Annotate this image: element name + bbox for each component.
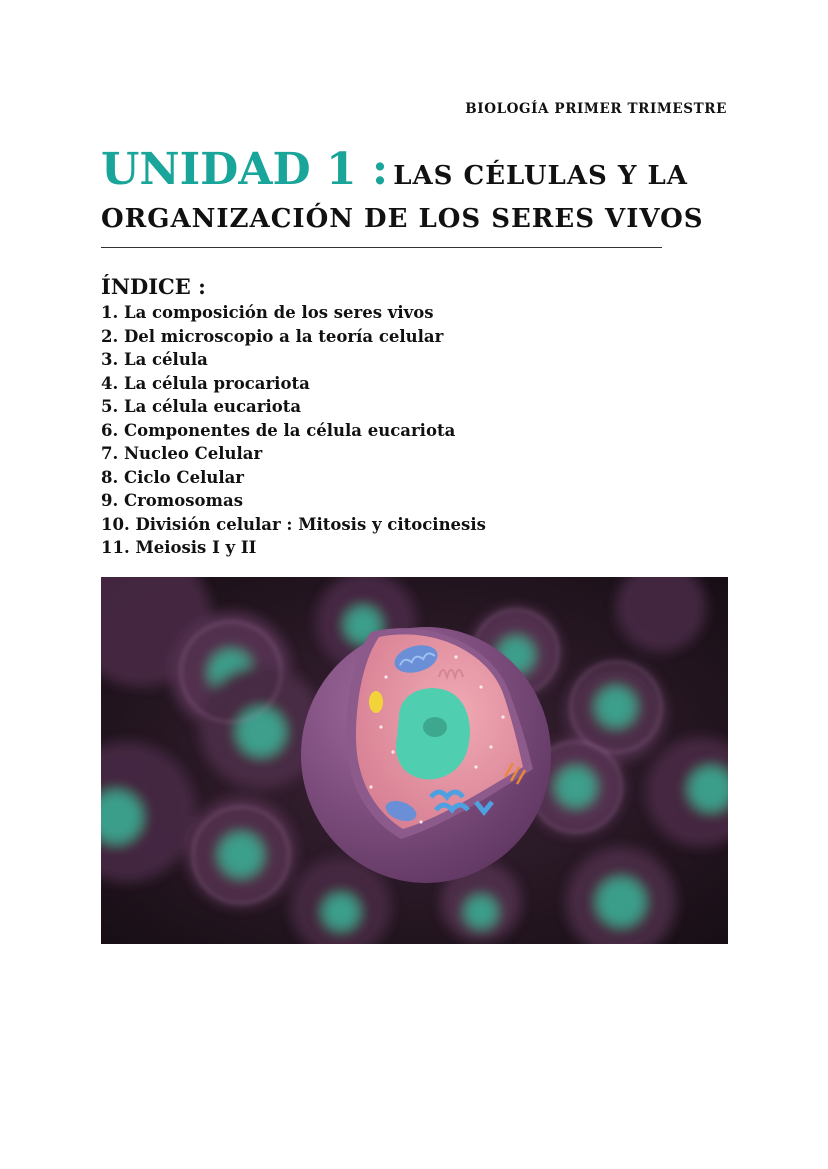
toc-item[interactable]: 7. Nucleo Celular bbox=[101, 444, 263, 463]
toc-item[interactable]: 8. Ciclo Celular bbox=[101, 467, 244, 487]
toc-item[interactable]: 5. La célula eucariota bbox=[101, 397, 302, 416]
toc-item[interactable]: 3. La célula bbox=[101, 350, 208, 369]
toc-item[interactable]: 6. Componentes de la célula eucariota bbox=[101, 420, 456, 440]
toc-item[interactable]: 1. La composición de los seres vivos bbox=[101, 303, 434, 322]
table-of-contents bbox=[101, 301, 486, 560]
toc-item[interactable]: 11. Meiosis I y II bbox=[101, 538, 257, 557]
eukaryotic-cell-graphic bbox=[301, 627, 551, 883]
toc-item[interactable]: 9. Cromosomas bbox=[101, 491, 243, 510]
running-header: BIOLOGÍA PRIMER TRIMESTRE bbox=[465, 101, 727, 117]
page-title bbox=[101, 142, 721, 242]
unit-label: UNIDAD 1 : bbox=[101, 144, 389, 195]
toc-item[interactable]: 2. Del microscopio a la teoría celular bbox=[101, 326, 444, 346]
title-divider bbox=[101, 247, 662, 248]
title-line-1: LAS CÉLULAS Y LA bbox=[393, 161, 688, 191]
cell-illustration bbox=[101, 577, 728, 944]
index-heading: ÍNDICE : bbox=[101, 274, 206, 299]
title-line-2: ORGANIZACIÓN DE LOS SERES VIVOS bbox=[101, 204, 704, 234]
toc-item[interactable]: 4. La célula procariota bbox=[101, 373, 310, 393]
toc-item[interactable]: 10. División celular : Mitosis y citocinesis bbox=[101, 514, 486, 534]
